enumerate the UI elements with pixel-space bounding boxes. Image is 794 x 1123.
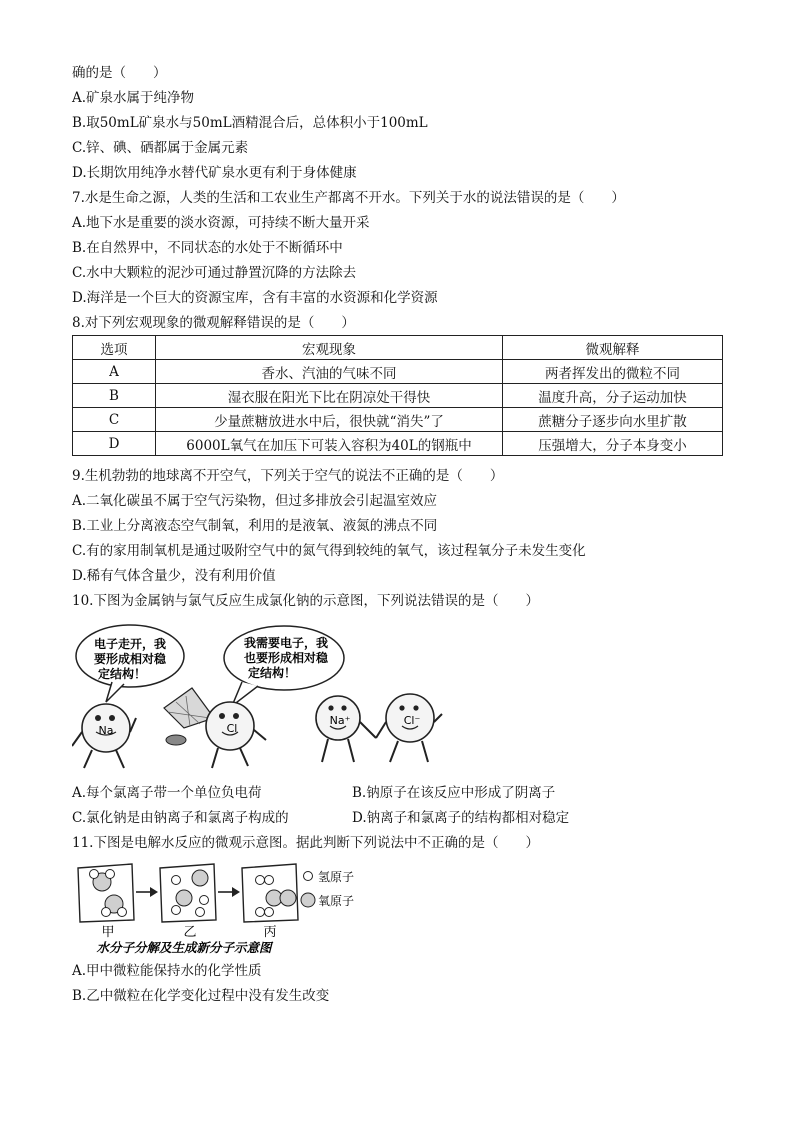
- table-cell: 压强增大，分子本身变小: [503, 432, 723, 456]
- q7-option-b: B.在自然界中，不同状态的水处于不断循环中: [72, 240, 343, 256]
- box-bing: [242, 864, 298, 922]
- q7-option-d: D.海洋是一个巨大的资源宝库，含有丰富的水资源和化学资源: [72, 290, 438, 306]
- na-ion-label: Na⁺: [329, 714, 351, 727]
- hydrogen-atom-icon: [304, 872, 313, 881]
- q8-stem: 8.对下列宏观现象的微观解释错误的是（ ）: [72, 315, 355, 331]
- q9-option-b: B.工业上分离液态空气制氧，利用的是液氧、液氮的沸点不同: [72, 518, 438, 534]
- cl-label: Cl: [226, 722, 238, 735]
- table-cell: 湿衣服在阳光下比在阴凉处干得快: [156, 384, 503, 408]
- q11-stem: 11.下图是电解水反应的微观示意图。据此判断下列说法中不正确的是（ ）: [72, 835, 539, 851]
- table-row: [73, 384, 723, 408]
- table-cell: B: [73, 384, 156, 408]
- q7-option-a: A.地下水是重要的淡水资源，可持续不断大量开采: [72, 215, 370, 231]
- bubble-left-line-1: 电子走开，我: [93, 637, 167, 651]
- sodium-atom-character: [72, 704, 136, 768]
- table-row: [73, 408, 723, 432]
- table-cell: 蔗糖分子逐步向水里扩散: [503, 408, 723, 432]
- diagram-caption: 水分子分解及生成新分子示意图: [96, 940, 272, 954]
- q8-table: [72, 335, 723, 456]
- bubble-left-line-3: 定结构！: [97, 667, 147, 681]
- table-header-row: [73, 336, 723, 360]
- cl-ion-label: Cl⁻: [403, 714, 421, 727]
- bubble-right-line-2: 也要形成相对稳: [243, 651, 329, 665]
- table-header: 宏观现象: [156, 336, 503, 360]
- q9-option-d: D.稀有气体含量少，没有利用价值: [72, 568, 276, 584]
- q6-option-d: D.长期饮用纯净水替代矿泉水更有利于身体健康: [72, 165, 357, 181]
- box-jia: [78, 864, 134, 922]
- table-cell: 香水、汽油的气味不同: [156, 360, 503, 384]
- q7-option-c: C.水中大颗粒的泥沙可通过静置沉降的方法除去: [72, 265, 357, 281]
- label-yi: 乙: [183, 925, 197, 940]
- sodium-ion-character: [316, 696, 376, 762]
- table-cell: A: [73, 360, 156, 384]
- q6-option-a: A.矿泉水属于纯净物: [72, 90, 195, 106]
- electron-icon: [166, 735, 186, 745]
- bubble-right-line-3: 定结构！: [247, 666, 297, 680]
- q6-stem-end: 确的是（ ）: [72, 65, 167, 81]
- table-row: [73, 432, 723, 456]
- water-electrolysis-diagram: [72, 858, 372, 954]
- q10-option-d: D.钠离子和氯离子的结构都相对稳定: [352, 810, 570, 826]
- q10-option-c: C.氯化钠是由钠离子和氯离子构成的: [72, 810, 289, 826]
- legend-oxygen: 氧原子: [318, 894, 355, 908]
- q9-option-a: A.二氧化碳虽不属于空气污染物，但过多排放会引起温室效应: [72, 493, 438, 509]
- sodium-chlorine-cartoon: [72, 622, 482, 772]
- q10-stem: 10.下图为金属钠与氯气反应生成氯化钠的示意图，下列说法错误的是（ ）: [72, 593, 539, 609]
- chloride-ion-character: [376, 694, 442, 762]
- q9-stem: 9.生机勃勃的地球离不开空气，下列关于空气的说法不正确的是（ ）: [72, 468, 504, 484]
- label-bing: 丙: [263, 925, 277, 940]
- table-cell: 温度升高，分子运动加快: [503, 384, 723, 408]
- table-header: 选项: [73, 336, 156, 360]
- q11-option-b: B.乙中微粒在化学变化过程中没有发生改变: [72, 988, 330, 1004]
- q6-option-b: B.取50mL矿泉水与50mL酒精混合后，总体积小于100mL: [72, 115, 428, 131]
- oxygen-atom-icon: [301, 893, 315, 907]
- table-cell: 6000L氧气在加压下可装入容积为40L的钢瓶中: [156, 432, 503, 456]
- chlorine-atom-character: [206, 702, 266, 768]
- legend-hydrogen: 氢原子: [318, 870, 355, 884]
- box-yi: [160, 864, 216, 922]
- table-row: [73, 360, 723, 384]
- table-cell: 少量蔗糖放进水中后，很快就“消失”了: [156, 408, 503, 432]
- table-header: 微观解释: [503, 336, 723, 360]
- label-jia: 甲: [101, 925, 115, 940]
- bubble-right-line-1: 我需要电子，我: [243, 636, 329, 650]
- table-cell: C: [73, 408, 156, 432]
- table-cell: D: [73, 432, 156, 456]
- table-cell: 两者挥发出的微粒不同: [503, 360, 723, 384]
- q11-option-a: A.甲中微粒能保持水的化学性质: [72, 963, 262, 979]
- q7-stem: 7.水是生命之源，人类的生活和工农业生产都离不开水。下列关于水的说法错误的是（ ）: [72, 190, 625, 206]
- q10-option-b: B.钠原子在该反应中形成了阴离子: [352, 785, 556, 801]
- q9-option-c: C.有的家用制氧机是通过吸附空气中的氮气得到较纯的氧气，该过程氧分子未发生变化: [72, 543, 586, 559]
- bubble-left-line-2: 要形成相对稳: [93, 652, 167, 666]
- q10-option-a: A.每个氯离子带一个单位负电荷: [72, 785, 262, 801]
- q6-option-c: C.锌、碘、硒都属于金属元素: [72, 140, 249, 156]
- na-label: Na: [98, 724, 114, 737]
